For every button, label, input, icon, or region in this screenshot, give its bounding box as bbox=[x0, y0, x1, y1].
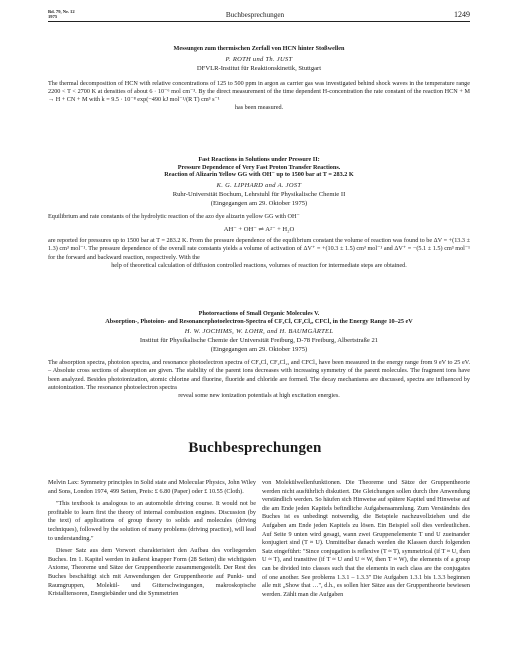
section-heading: Buchbesprechungen bbox=[188, 440, 322, 456]
article-authors: K. G. LIPHARD and A. JOST bbox=[216, 181, 302, 189]
running-header: Buchbesprechungen bbox=[225, 11, 285, 19]
received-date: (Eingegangen am 29. Oktober 1975) bbox=[210, 346, 308, 354]
abstract-text-end: help of theoretical calculation of diffusion controlled reactions, volumes of reaction for intermediate steps are obtained. bbox=[111, 261, 407, 269]
abstract-intro: Equilibrium and rate constants of the hydrolytic reaction of the azo dye alizarin yellow GG with OH⁻ bbox=[48, 212, 300, 220]
article-title-line1: Fast Reactions in Solutions under Pressure II: bbox=[198, 156, 320, 163]
article-institution: DFVLR-Institut für Reaktionskinetik, Stuttgart bbox=[196, 64, 322, 72]
reaction-equation: AH⁻ + OH⁻ ⇌ A²⁻ + H₂O bbox=[223, 226, 295, 234]
article-title-line2: Pressure Dependence of Very Fast Proton Transfer Reactions. bbox=[177, 163, 341, 171]
article-title-line1: Photoreactions of Small Organic Molecules V. bbox=[198, 310, 320, 317]
article-abstract bbox=[48, 80, 470, 113]
book-citation: Melvin Lax: Symmetry principles in Solid state and Molecular Physics, John Wiley and Sons, London 1974, 499 Seiten, Preis: £ 6.80 (Paper) oder £ 10.55 (Cloth). bbox=[48, 479, 256, 495]
abstract-text-end: has been measured. bbox=[234, 104, 284, 112]
received-date: (Eingegangen am 29. Oktober 1975) bbox=[210, 199, 308, 207]
abstract-text-end: reveal some new ionization potentials at high excitation energies. bbox=[178, 392, 340, 400]
review-quote: "This textbook is analogous to an automobile driving course. It would not be profitable to learn first the theory of internal combustion engines. Discussion (by the text) of applications of group theory to solids and molecules (driving techniques), followed by the solution of many problems (driving practice), will lead to understanding." bbox=[48, 500, 256, 542]
journal-volume-line2: 1975 bbox=[48, 14, 58, 20]
review-paragraph: Dieser Satz aus dem Vorwort charakterisiert den Aufbau des vorliegenden Buches. Im 1. Kapitel werden in äußerst knapper Form (28 Seiten) die wichtigsten Axiome, Theoreme und Sätze der Gruppentheorie zusammengestellt. Der Rest des Buches beschäftigt sich mit Anwendungen der Gruppentheorie auf Punkt- und Raumgruppen, Molekül- und Gitterschwingungen, makroskopische Kristalltensoren, Energiebänder und die Symmetrien bbox=[48, 547, 256, 598]
header-rule bbox=[48, 21, 470, 22]
review-paragraph: von Molekülwellenfunktionen. Die Theoreme und Sätze der Gruppentheorie werden nicht ausführlich diskutiert. Die Gleichungen sollen durch ihre Anwendung verständlich werden. So häufen sich Hinweise auf spätere Kapitel und Hinweise auf die am Ende jeden Kapitels befindliche Aufgabensammlung. Zum Verständnis des Buches ist es unbedingt notwendig, die Beispiele nachzuvollziehen und die Aufgaben am Ende jeden Kapitels zu lösen. Ein Beispiel soll dies verdeutlichen. Auf Seite 9 unten wird gesagt, wann zwei Gruppenelemente T und U zueinander konjugiert sind (T ≈ U). Unmittelbar danach werden die Klassen durch folgenden Satz eingeführt: "Since conjugation is reflexive (T ≈ T), symmetrical (if T ≈ U, then U ≈ T), and transitive (if T ≈ U and U ≈ W, then T ≈ W), the elements of a group can be divided into classes such that the elements in each class are the conjugates of one another. See problems 1.3.1 – 1.3.3" Die Aufgaben 1.3.1 bis 1.3.3 beginnen alle mit „Show that …", d.h., es sollen hier Sätze aus der Gruppentheorie bewiesen werden. Zählt man die Aufgaben bbox=[262, 479, 470, 598]
journal-volume-line1: Bd. 79, Nr. 12 bbox=[48, 9, 75, 14]
abstract-article-2 bbox=[48, 156, 470, 270]
article-title-line2: Absorption-, Photoion- and Resonancephotoelectron-Spectra of CF₃Cl, CF₂Cl₂, CFCl₃ in the Energy Range 10–25 eV bbox=[105, 317, 413, 325]
article-abstract bbox=[48, 237, 470, 270]
abstract-text: The absorption spectra, photoion spectra, and resonance photoelectron spectra of CF₃Cl, CF₂Cl₂, and CFCl₃ have been measured in the energy range from 9 eV to 25 eV. – Absolute cross sections of absorption are given. The stability of the parent ions decreases with increasing symmetry of the parent molecules. The fragment ions have been analyzed. Besides photoionization, atomic chlorine and fluorine, fluoride and chloride are formed. The decay mechanisms are discussed, spectra are influenced by autoionization. The resonance photoelectron spectra bbox=[48, 359, 470, 392]
abstract-article-1 bbox=[48, 45, 470, 113]
left-column bbox=[48, 479, 256, 603]
article-institution: Ruhr-Universität Bochum, Lehrstuhl für Physikalische Chemie II bbox=[172, 190, 346, 198]
page-number: 1249 bbox=[454, 10, 470, 19]
article-abstract bbox=[48, 359, 470, 400]
article-title: Messungen zum thermischen Zerfall von HCN hinter Stoßwellen bbox=[173, 45, 345, 52]
abstract-text: are reported for pressures up to 1500 bar at T = 283.2 K. From the pressure dependence of the equilibrium constant the volume of reaction was found to be ΔV = +(13.3 ± 1.3) cm³ mol⁻¹. The pressure dependence of the overall rate constants yields a volume of activation of ΔV⁺ = +(10.3 ± 1.5) cm³ mol⁻¹ and ΔV⁺ = −(5.1 ± 1.5) cm³ mol⁻¹ for the forward and backward reaction, respectively. With the bbox=[48, 237, 471, 261]
article-authors: H. W. JOCHIMS, W. LOHR, and H. BAUMGÄRTEL bbox=[184, 328, 334, 336]
abstract-article-3 bbox=[48, 310, 470, 401]
article-title-line3: Reaction of Alizarin Yellow GG with OH⁻ up to 1500 bar at T = 283.2 K bbox=[164, 171, 354, 179]
article-institution: Institut für Physikalische Chemie der Universität Freiburg, D-78 Freiburg, Albertstraße 21 bbox=[139, 337, 379, 345]
right-column bbox=[262, 479, 470, 603]
article-authors: P. ROTH und Th. JUST bbox=[225, 55, 293, 63]
abstract-text: The thermal decomposition of HCN with relative concentrations of 125 to 500 ppm in argon as carrier gas was investigated behind shock waves in the temperature range 2200 < T < 2700 K at densities of about 6 · 10⁻⁶ mol cm⁻³. By the direct measurement of the time dependent H-concentration the rate constant of the reaction HCN + M → H + CN + M with k = 9.5 · 10⁻⁸ exp(−490 kJ mol⁻¹/(R T) cm³ s⁻¹ bbox=[48, 79, 470, 104]
